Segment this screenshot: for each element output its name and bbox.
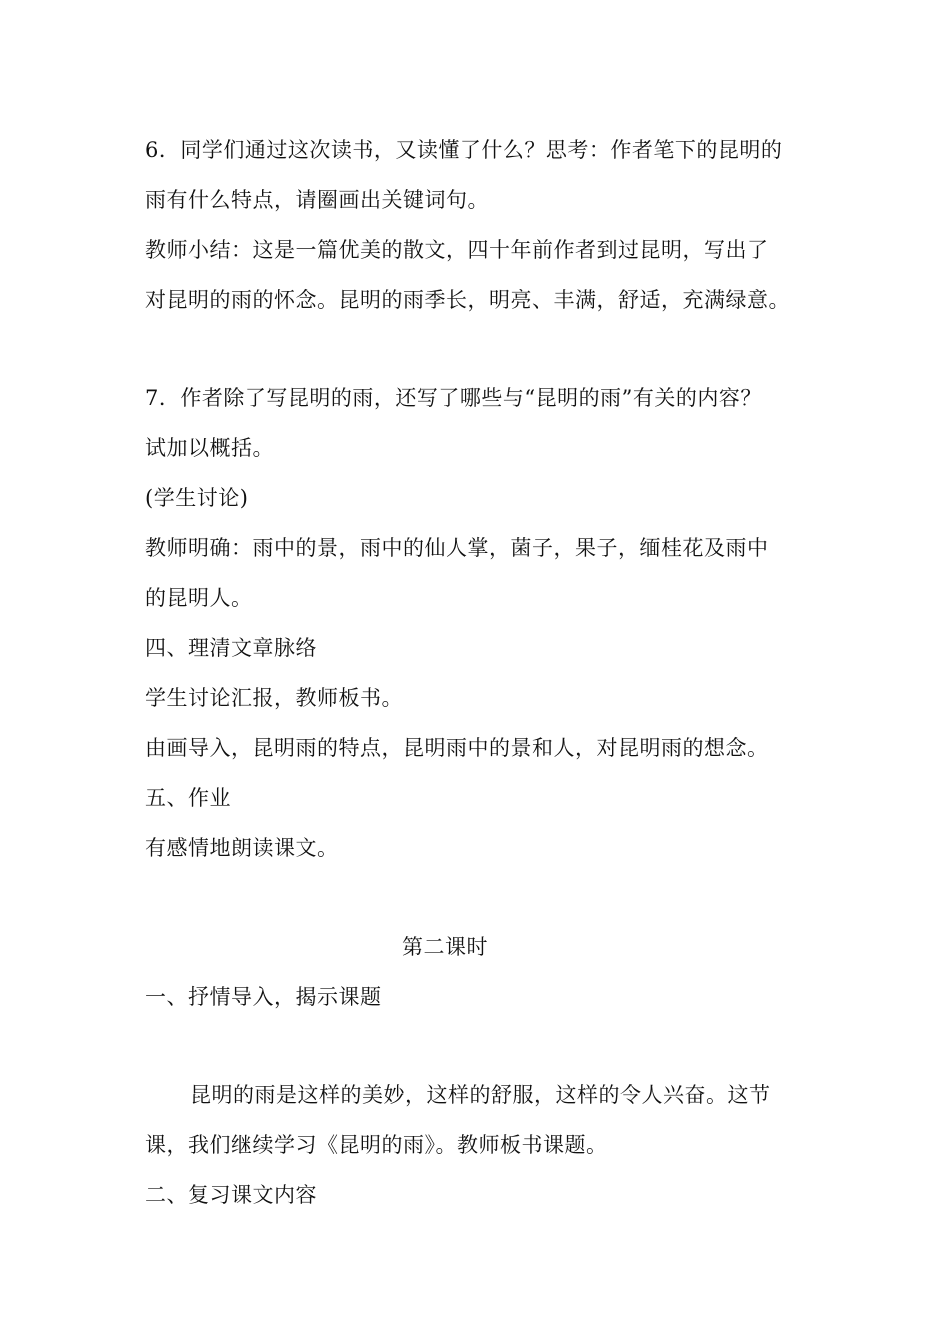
paragraph-line-q6-cont: 雨有什么特点，请圈画出关键词句。 [145, 188, 489, 212]
lesson-title: 第二课时 [402, 935, 488, 959]
paragraph-line-homework: 有感情地朗读课文。 [145, 836, 339, 860]
paragraph-line-clarify: 教师明确：雨中的景，雨中的仙人掌，菌子，果子，缅桂花及雨中 [145, 536, 769, 560]
paragraph-line-q6: 6．同学们通过这次读书，又读懂了什么？思考：作者笔下的昆明的 [145, 138, 783, 162]
section-heading-2: 二、复习课文内容 [145, 1183, 317, 1207]
paragraph-line-report: 学生讨论汇报，教师板书。 [145, 686, 403, 710]
paragraph-line-summary-cont: 对昆明的雨的怀念。昆明的雨季长，明亮、丰满，舒适，充满绿意。 [145, 288, 790, 312]
paragraph-line-q7-cont: 试加以概括。 [145, 436, 274, 460]
paragraph-line-clarify-cont: 的昆明人。 [145, 586, 253, 610]
section-heading-1: 一、抒情导入，揭示课题 [145, 985, 382, 1009]
paragraph-line-discussion: (学生讨论) [145, 486, 249, 510]
section-heading-5: 五、作业 [145, 786, 231, 810]
paragraph-line-intro-cont: 课，我们继续学习《昆明的雨》。教师板书课题。 [145, 1133, 608, 1157]
paragraph-line-structure: 由画导入，昆明雨的特点，昆明雨中的景和人，对昆明雨的想念。 [145, 736, 769, 760]
section-heading-4: 四、理清文章脉络 [145, 636, 317, 660]
paragraph-line-intro: 昆明的雨是这样的美妙，这样的舒服，这样的令人兴奋。这节 [190, 1083, 771, 1107]
paragraph-line-q7: 7．作者除了写昆明的雨，还写了哪些与“昆明的雨”有关的内容？ [145, 386, 762, 410]
paragraph-line-summary: 教师小结：这是一篇优美的散文，四十年前作者到过昆明，写出了 [145, 238, 769, 262]
